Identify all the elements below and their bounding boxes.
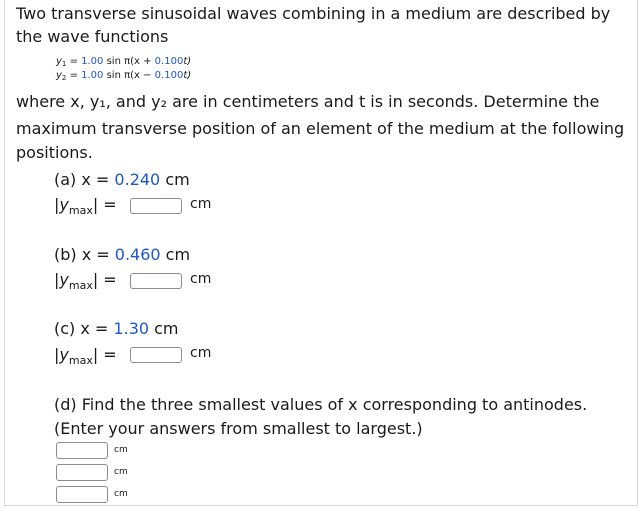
part-c-prompt: (c) x = 1.30 cm [54,319,179,338]
part-b-answer-input[interactable] [130,273,182,289]
part-c-unit: cm [190,345,212,361]
part-b-prompt: (b) x = 0.460 cm [54,245,191,264]
part-c-ymax-label: $|y_{max}|$ = [54,345,117,367]
part-d-unit-3: cm [114,489,128,499]
equation-1: $y_1 = 1.00$ sin π(x + 0.100t) [56,56,192,68]
part-b-ymax-label: $|y_{max}|$ = [54,270,117,292]
part-d-instruction: (Enter your answers from smallest to largest.) [54,419,423,438]
intro-line-1: Two transverse sinusoidal waves combining in a medium are described by [16,4,611,23]
part-a-prompt: (a) x = 0.240 cm [54,170,190,189]
intro-line-2: the wave functions [16,27,169,46]
question-line-3: positions. [16,143,93,162]
part-a-answer-input[interactable] [130,198,182,214]
part-d-unit-1: cm [114,445,128,455]
part-d-answer-input-2[interactable] [56,464,108,481]
part-a-ymax-label: $|y_{max}|$ = [54,195,117,217]
equation-2: $y_2 = 1.00$ sin π(x − 0.100t) [56,70,192,82]
part-a-unit: cm [190,196,212,212]
part-d-answer-input-3[interactable] [56,486,108,503]
part-d-prompt: (d) Find the three smallest values of x corresponding to antinodes. [54,395,588,414]
part-d-answer-input-1[interactable] [56,442,108,459]
part-c-answer-input[interactable] [130,347,182,363]
part-b-unit: cm [190,271,212,287]
question-line-2: maximum transverse position of an element of the medium at the following [16,119,625,138]
part-d-unit-2: cm [114,467,128,477]
question-line-1: where x, y₁, and y₂ are in centimeters and t is in seconds. Determine the [16,92,600,111]
